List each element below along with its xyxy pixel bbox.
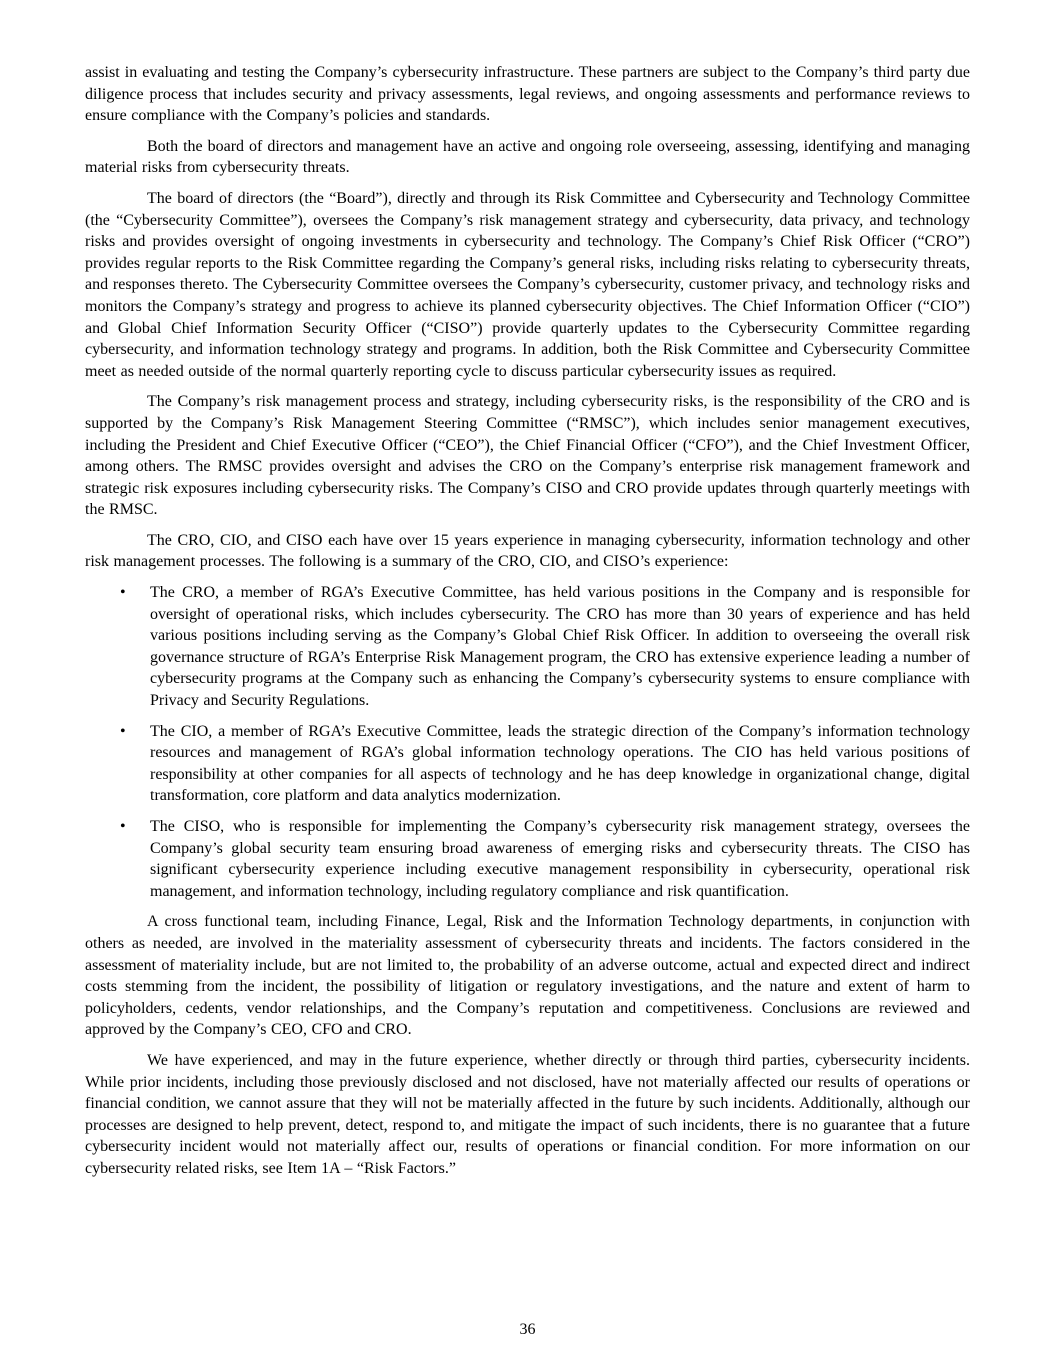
paragraph-experience-intro: The CRO, CIO, and CISO each have over 15 years experience in managing cybersecurity, information technology and other risk management processes. The following is a summary of the CRO, CIO, and CISO’s experience:: [85, 531, 970, 571]
paragraph-rmsc: The Company’s risk management process and strategy, including cybersecurity risks, is the responsibility of the CRO and is supported by the Company’s Risk Management Steering Committee (“RMSC”), which includes senior management executives, including the President and Chief Executive Officer (“CEO”), the Chief Financial Officer (“CFO”), and the Chief Investment Officer, among others. The RMSC provides oversight and advises the CRO on the Company’s enterprise risk management framework and strategic risk exposures including cybersecurity risks. The Company’s CISO and CRO provide updates through quarterly meetings with the RMSC.: [85, 393, 970, 519]
bullet-icon: •: [120, 584, 126, 602]
bullet-text-cio: The CIO, a member of RGA’s Executive Committee, leads the strategic direction of the Company’s information technology resources and management of RGA’s global information technology operations. The CIO has held various positions of responsibility at other companies for all aspects of technology and he has deep knowledge in organizational change, digital transformation, core platform and data analytics modernization.: [150, 722, 970, 805]
bullet-text-ciso: The CISO, who is responsible for implementing the Company’s cybersecurity risk management strategy, oversees the Company’s global security team ensuring broad awareness of emerging risks and cybersecurity threats. The CISO has significant cybersecurity experience including executive management responsibility in cybersecurity, operational risk management, and information technology, including regulatory compliance and risk quantification.: [150, 818, 970, 900]
paragraph-intro-continuation: assist in evaluating and testing the Company’s cybersecurity infrastructure. These partners are subject to the Company’s third party due diligence process that includes security and privacy assessments, legal reviews, and ongoing assessments and performance reviews to ensure compliance with the Company’s policies and standards.: [85, 64, 970, 125]
bullet-icon: •: [120, 722, 126, 740]
bullet-text-cro: The CRO, a member of RGA’s Executive Committee, has held various positions in the Company and is responsible for oversight of operational risks, which includes cybersecurity. The CRO has more than 30 years of experience and has held various positions including serving as the Company’s Global Chief Risk Officer. In addition to overseeing the overall risk governance structure of RGA’s Enterprise Risk Management program, the CRO has extensive experience leading a number of cybersecurity programs at the Company such as enhancing the Company’s cybersecurity systems to ensure compliance with Privacy and Security Regulations.: [150, 584, 970, 710]
bullet-icon: •: [120, 818, 126, 835]
page-number: 36: [519, 1321, 536, 1338]
list-item-cio: [85, 721, 970, 807]
list-item-cro: [85, 582, 970, 712]
paragraph-cross-functional: A cross functional team, including Finance, Legal, Risk and the Information Technology departments, in conjunction with others as needed, are involved in the materiality assessment of cybersecurity threats and incidents. The factors considered in the assessment of materiality include, but are not limited to, the probability of an adverse outcome, actual and expected direct and indirect costs stemming from the incident, the possibility of litigation or regulatory investigations, and the nature and extent of harm to policyholders, cedents, vendor relationships, and the Company’s reputation and competitiveness. Conclusions are reviewed and approved by the Company’s CEO, CFO and CRO.: [85, 913, 970, 1039]
paragraph-board-detail: The board of directors (the “Board”), directly and through its Risk Committee and Cybersecurity and Technology Committee (the “Cybersecurity Committee”), oversees the Company’s risk management strategy and cybersecurity, data privacy, and technology risks and provides oversight of ongoing investments in cybersecurity and technology. The Company’s Chief Risk Officer (“CRO”) provides regular reports to the Risk Committee regarding the Company’s general risks, including risks relating to cybersecurity threats, and responses thereto. The Cybersecurity Committee oversees the Company’s cybersecurity, customer privacy, and technology risks and monitors the Company’s strategy and progress to achieve its planned cybersecurity objectives. The Chief Information Officer (“CIO”) and Global Chief Information Security Officer (“CISO”) provide quarterly updates to the Cybersecurity Committee regarding cybersecurity, and information technology strategy and programs. In addition, both the Risk Committee and Cybersecurity Committee meet as needed outside of the normal quarterly reporting cycle to discuss particular cybersecurity issues as required.: [85, 189, 970, 380]
paragraph-board-role: Both the board of directors and management have an active and ongoing role overseeing, assessing, identifying and managing material risks from cybersecurity threats.: [85, 137, 970, 177]
list-item-ciso: [85, 816, 970, 902]
paragraph-incidents: We have experienced, and may in the future experience, whether directly or through third parties, cybersecurity incidents. While prior incidents, including those previously disclosed and not disclosed, have not materially affected our results of operations or financial condition, we cannot assure that they will not be materially affected in the future by such incidents. Additionally, although our processes are designed to help prevent, detect, respond to, and mitigate the impact of such incidents, there is no guarantee that a future cybersecurity incident would not materially affect our, results of operations or financial condition. For more information on our cybersecurity related risks, see Item 1A – “Risk Factors.”: [85, 1051, 970, 1177]
